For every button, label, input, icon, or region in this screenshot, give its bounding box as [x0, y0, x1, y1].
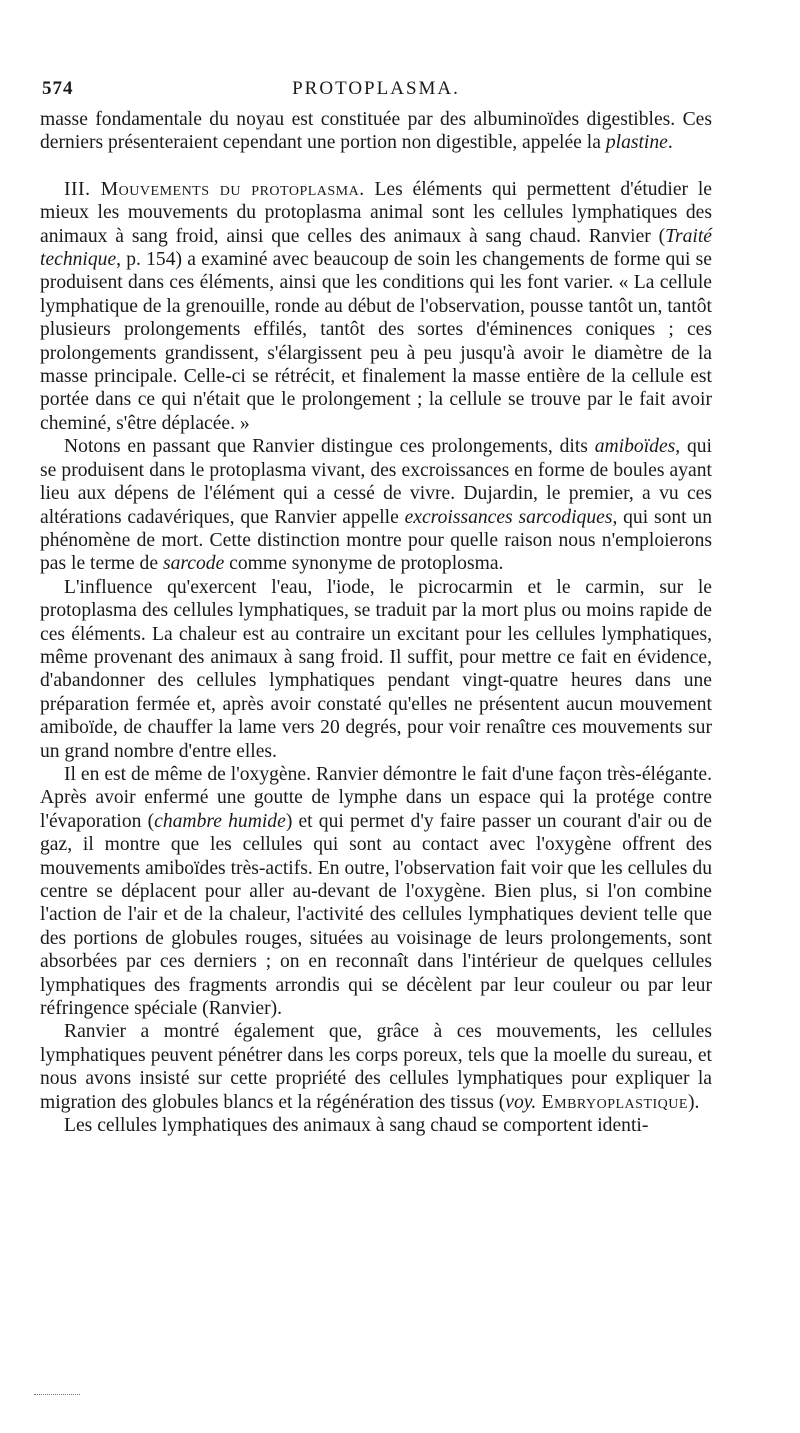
paragraph-1: masse fondamentale du noyau est constituée par des albuminoïdes digestibles. Ces derniers présenteraient cependant une portion non digestible, appelée la plastine.: [40, 109, 712, 154]
paragraph-4: L'influence qu'exercent l'eau, l'iode, le picrocarmin et le carmin, sur le protoplasma des cellules lymphatiques, se traduit par la mort plus ou moins rapide de ces éléments. La chaleur est au contraire un excitant pour les cellules lymphatiques, même provenant des animaux à sang froid. Il suffit, pour mettre ce fait en évidence, d'abandonner des cellules lymphatiques pendant vingt-quatre heures dans une préparation fermée et, après avoir constaté qu'elles ne présentent aucun mouvement amiboïde, de chauffer la lame vers 20 degrés, pour voir renaître ces mouvements sur un grand nombre d'entre elles.: [40, 576, 712, 762]
page-edge-marks: [34, 1394, 80, 1395]
paragraph-3: Notons en passant que Ranvier distingue ces prolongements, dits amiboïdes, qui se produisent dans le protoplasma vivant, des excroissances en forme de boules ayant lieu aux dépens de l'élément qui a cessé de vivre. Dujardin, le premier, a vu ces altérations cadavériques, que Ranvier appelle excroissances sarcodiques, qui sont un phénomène de mort. Cette distinction montre pour quelle raison nous n'emploierons pas le terme de sarcode comme synonyme de protoplosma.: [40, 436, 713, 575]
paragraph-5: Il en est de même de l'oxygène. Ranvier démontre le fait d'une façon très-élégante. Après avoir enfermé une goutte de lymphe dans un espace qui la protége contre l'évaporation (chambre humide) et qui permet d'y faire passer un courant d'air ou de gaz, il montre que les cellules qui sont au contact avec l'oxygène offrent des mouvements amiboïdes très-actifs. En outre, l'observation fait voir que les cellules du centre se déplacent pour aller au-devant de l'oxygène. Bien plus, si l'on combine l'action de l'air et de la chaleur, l'activité des cellules lymphatiques devient telle que des portions de globules rouges, situées au voisinage de leurs prolongements, sont absorbées par ces derniers ; on en reconnaît dans l'intérieur de quelques cellules lymphatiques des fragments arrondis qui se décèlent par leur couleur ou par leur réfringence spéciale (Ranvier).: [40, 763, 712, 1020]
paragraph-7: Les cellules lymphatiques des animaux à sang chaud se comportent identi-: [64, 1115, 649, 1137]
running-head: [40, 78, 712, 108]
paragraph-6: Ranvier a montré également que, grâce à ces mouvements, les cellules lymphatiques peuvent pénétrer dans les corps poreux, tels que la moelle du sureau, et nous avons insisté sur cette propriété des cellules lymphatiques pour expliquer la migration des globules blancs et la régénération des tissus (voy. Embryoplastique).: [40, 1021, 712, 1113]
section-heading: III. Mouvements du protoplasma.: [64, 178, 365, 200]
paragraph-2: III. Mouvements du protoplasma. Les éléments qui permettent d'étudier le mieux les mouvements du protoplasma animal sont les cellules lymphatiques des animaux à sang froid, ainsi que celles des animaux à sang chaud. Ranvier (Traité technique, p. 154) a examiné avec beaucoup de soin les changements de forme qui se produisent dans ces éléments, ainsi que les conditions qui les font varier. « La cellule lymphatique de la grenouille, ronde au début de l'observation, pousse tantôt un, tantôt plusieurs prolongements effilés, tantôt des sortes d'éminences coniques ; ces prolongements grandissent, s'élargissent peu à peu jusqu'à avoir le diamètre de la masse principale. Celle-ci se rétrécit, et finalement la masse entière de la cellule est portée dans ce qui n'était que le prolongement ; la cellule se trouve par le fait avoir cheminé, s'être déplacée. »: [40, 178, 712, 434]
body-text: [40, 108, 712, 1137]
page-number: 574: [42, 78, 74, 99]
book-page: [40, 78, 712, 1137]
running-title: PROTOPLASMA.: [292, 78, 460, 99]
